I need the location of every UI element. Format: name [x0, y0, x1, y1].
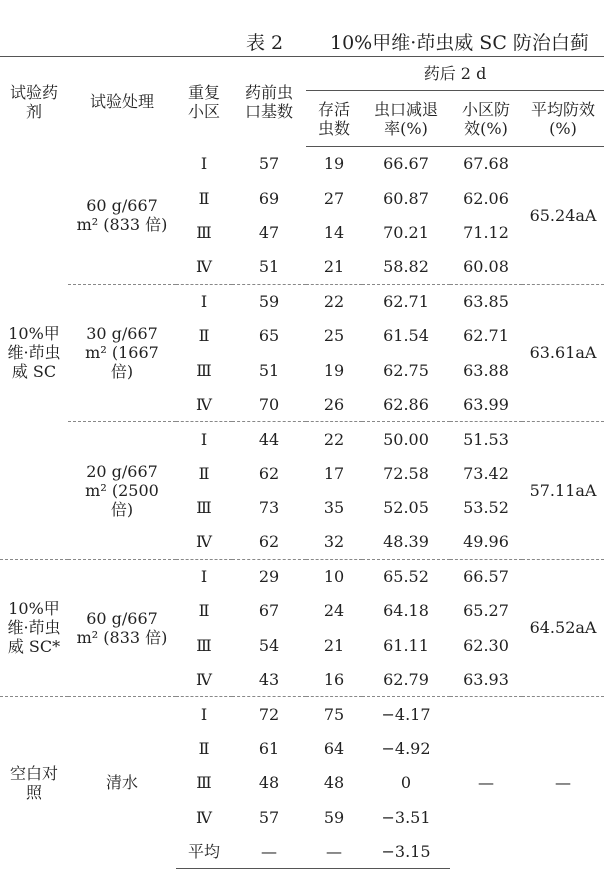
plot-efficacy-cell: 60.08 — [463, 257, 509, 277]
plot-cell: Ⅱ — [198, 188, 210, 208]
plot-cell: Ⅰ — [176, 697, 232, 731]
before-cell: — — [232, 834, 306, 868]
plot-cell: Ⅲ — [196, 360, 212, 380]
before-cell: 73 — [258, 498, 280, 518]
before-cell: 57 — [258, 154, 280, 174]
alive-cell: 19 — [323, 154, 345, 174]
before-cell: 57 — [258, 807, 280, 827]
alive-cell: 10 — [306, 559, 362, 593]
plot-cell: Ⅰ — [176, 284, 232, 318]
plot-efficacy-cell: 63.85 — [450, 284, 522, 318]
table-row — [0, 422, 604, 456]
reduction-cell: 0 — [400, 773, 412, 793]
alive-cell: 75 — [306, 697, 362, 731]
reduction-cell: 60.87 — [383, 188, 429, 208]
table-number: 表 2 — [246, 32, 284, 54]
before-cell: 69 — [258, 188, 280, 208]
reduction-cell: 48.39 — [383, 532, 429, 552]
avg-efficacy-cell: — — [522, 697, 604, 869]
plot-cell: Ⅲ — [196, 773, 212, 793]
plot-efficacy-cell: — — [450, 697, 522, 869]
alive-cell: 14 — [323, 222, 345, 242]
alive-cell: 35 — [323, 498, 345, 518]
reduction-cell: 62.75 — [383, 360, 429, 380]
alive-cell: 26 — [323, 394, 345, 414]
treatment-cell: 30 g/667 m² (1667 倍) — [68, 284, 176, 422]
plot-efficacy-cell: 49.96 — [463, 532, 509, 552]
reduction-cell: −4.17 — [362, 697, 450, 731]
reduction-cell: 62.79 — [383, 669, 429, 689]
header-after-2d: 药后 2 d — [306, 57, 604, 91]
agent-cell: 10%甲维·茚虫威 SC* — [0, 559, 68, 697]
alive-cell: 59 — [323, 807, 345, 827]
before-cell: 51 — [258, 257, 280, 277]
alive-cell: 24 — [323, 601, 345, 621]
reduction-cell: 62.86 — [383, 394, 429, 414]
alive-cell: 22 — [306, 422, 362, 456]
reduction-cell: 61.11 — [383, 635, 429, 655]
plot-cell: Ⅱ — [198, 738, 210, 758]
alive-cell: 21 — [323, 257, 345, 277]
reduction-cell: 72.58 — [383, 463, 429, 483]
reduction-cell: 64.18 — [383, 601, 429, 621]
before-cell: 43 — [258, 669, 280, 689]
agent-cell: 空白对照 — [0, 697, 68, 869]
reduction-cell: −4.92 — [381, 738, 431, 758]
before-cell: 51 — [258, 360, 280, 380]
plot-cell: Ⅲ — [196, 222, 212, 242]
before-cell: 65 — [258, 326, 280, 346]
table-body — [0, 147, 604, 869]
alive-cell: 16 — [323, 669, 345, 689]
avg-efficacy-cell: 57.11aA — [522, 422, 604, 560]
plot-cell: Ⅲ — [196, 635, 212, 655]
alive-cell: — — [306, 834, 362, 868]
table-row — [0, 697, 604, 731]
reduction-cell: 66.67 — [383, 154, 429, 174]
treatment-cell: 60 g/667 m² (833 倍) — [68, 559, 176, 697]
plot-cell: Ⅱ — [198, 326, 210, 346]
plot-efficacy-cell: 63.99 — [463, 394, 509, 414]
before-cell: 47 — [258, 222, 280, 242]
avg-efficacy-cell: 63.61aA — [522, 284, 604, 422]
plot-efficacy-cell: 65.27 — [463, 601, 509, 621]
plot-efficacy-cell: 53.52 — [463, 498, 509, 518]
alive-cell: 27 — [323, 188, 345, 208]
header-treatment: 试验处理 — [89, 92, 154, 112]
before-cell: 54 — [258, 635, 280, 655]
before-cell: 61 — [258, 738, 280, 758]
plot-cell: Ⅳ — [196, 669, 212, 689]
alive-cell: 17 — [323, 463, 345, 483]
avg-efficacy-cell: 65.24aA — [529, 205, 597, 225]
treatment-cell: 20 g/667 m² (2500 倍) — [68, 422, 176, 560]
alive-cell: 21 — [323, 635, 345, 655]
alive-cell: 25 — [323, 326, 345, 346]
plot-efficacy-cell: 62.71 — [463, 326, 509, 346]
table-row — [0, 284, 604, 318]
plot-cell: Ⅲ — [196, 498, 212, 518]
treatment-cell: 60 g/667 m² (833 倍) — [76, 196, 168, 235]
table-title-text: 10%甲维·茚虫威 SC 防治白蓟 — [330, 32, 589, 54]
before-cell: 44 — [232, 422, 306, 456]
plot-efficacy-cell: 71.12 — [463, 222, 509, 242]
before-cell: 59 — [232, 284, 306, 318]
plot-efficacy-cell: 66.57 — [450, 559, 522, 593]
reduction-cell: 70.21 — [383, 222, 429, 242]
plot-efficacy-cell: 62.06 — [463, 188, 509, 208]
header-plot-efficacy: 小区防效(%) — [450, 91, 522, 147]
plot-efficacy-cell: 73.42 — [463, 463, 509, 483]
plot-cell: Ⅰ — [176, 422, 232, 456]
plot-cell: Ⅳ — [196, 394, 212, 414]
avg-efficacy-cell: 64.52aA — [522, 559, 604, 697]
reduction-cell: 58.82 — [383, 257, 429, 277]
alive-cell: 64 — [323, 738, 345, 758]
plot-efficacy-cell: 63.88 — [463, 360, 509, 380]
table-row — [0, 147, 604, 181]
header-avg-efficacy: 平均防效(%) — [522, 91, 604, 147]
treatment-cell: 清水 — [68, 697, 176, 869]
before-cell: 62 — [258, 532, 280, 552]
reduction-cell: 61.54 — [383, 326, 429, 346]
plot-cell: Ⅱ — [198, 601, 210, 621]
alive-cell: 48 — [323, 773, 345, 793]
plot-cell: Ⅳ — [196, 807, 212, 827]
plot-efficacy-cell: 63.93 — [463, 669, 509, 689]
reduction-cell: 50.00 — [362, 422, 450, 456]
before-cell: 72 — [232, 697, 306, 731]
before-cell: 62 — [258, 463, 280, 483]
before-cell: 67 — [258, 601, 280, 621]
alive-cell: 19 — [323, 360, 345, 380]
header-reduction: 虫口减退率(%) — [362, 91, 450, 147]
before-cell: 29 — [232, 559, 306, 593]
reduction-cell: −3.15 — [362, 834, 450, 868]
plot-efficacy-cell: 51.53 — [450, 422, 522, 456]
table-row — [0, 559, 604, 593]
alive-cell: 32 — [323, 532, 345, 552]
agent-cell: 10%甲维·茚虫威 SC — [7, 324, 61, 382]
before-cell: 48 — [258, 773, 280, 793]
header-alive: 存活虫数 — [306, 91, 362, 147]
plot-cell: Ⅳ — [196, 532, 212, 552]
plot-cell: 平均 — [176, 834, 232, 868]
plot-efficacy-cell: 67.68 — [463, 154, 509, 174]
alive-cell: 22 — [306, 284, 362, 318]
header-plot: 重复小区 — [187, 82, 220, 121]
plot-cell: Ⅰ — [200, 154, 208, 174]
reduction-cell: 65.52 — [362, 559, 450, 593]
header-agent: 试验药剂 — [9, 82, 58, 121]
before-cell: 70 — [258, 394, 280, 414]
plot-cell: Ⅱ — [198, 463, 210, 483]
reduction-cell: 62.71 — [362, 284, 450, 318]
header-before: 药前虫口基数 — [244, 82, 293, 121]
reduction-cell: −3.51 — [381, 807, 431, 827]
plot-cell: Ⅳ — [196, 257, 212, 277]
plot-efficacy-cell: 62.30 — [463, 635, 509, 655]
reduction-cell: 52.05 — [383, 498, 429, 518]
plot-cell: Ⅰ — [176, 559, 232, 593]
results-table — [0, 56, 604, 869]
